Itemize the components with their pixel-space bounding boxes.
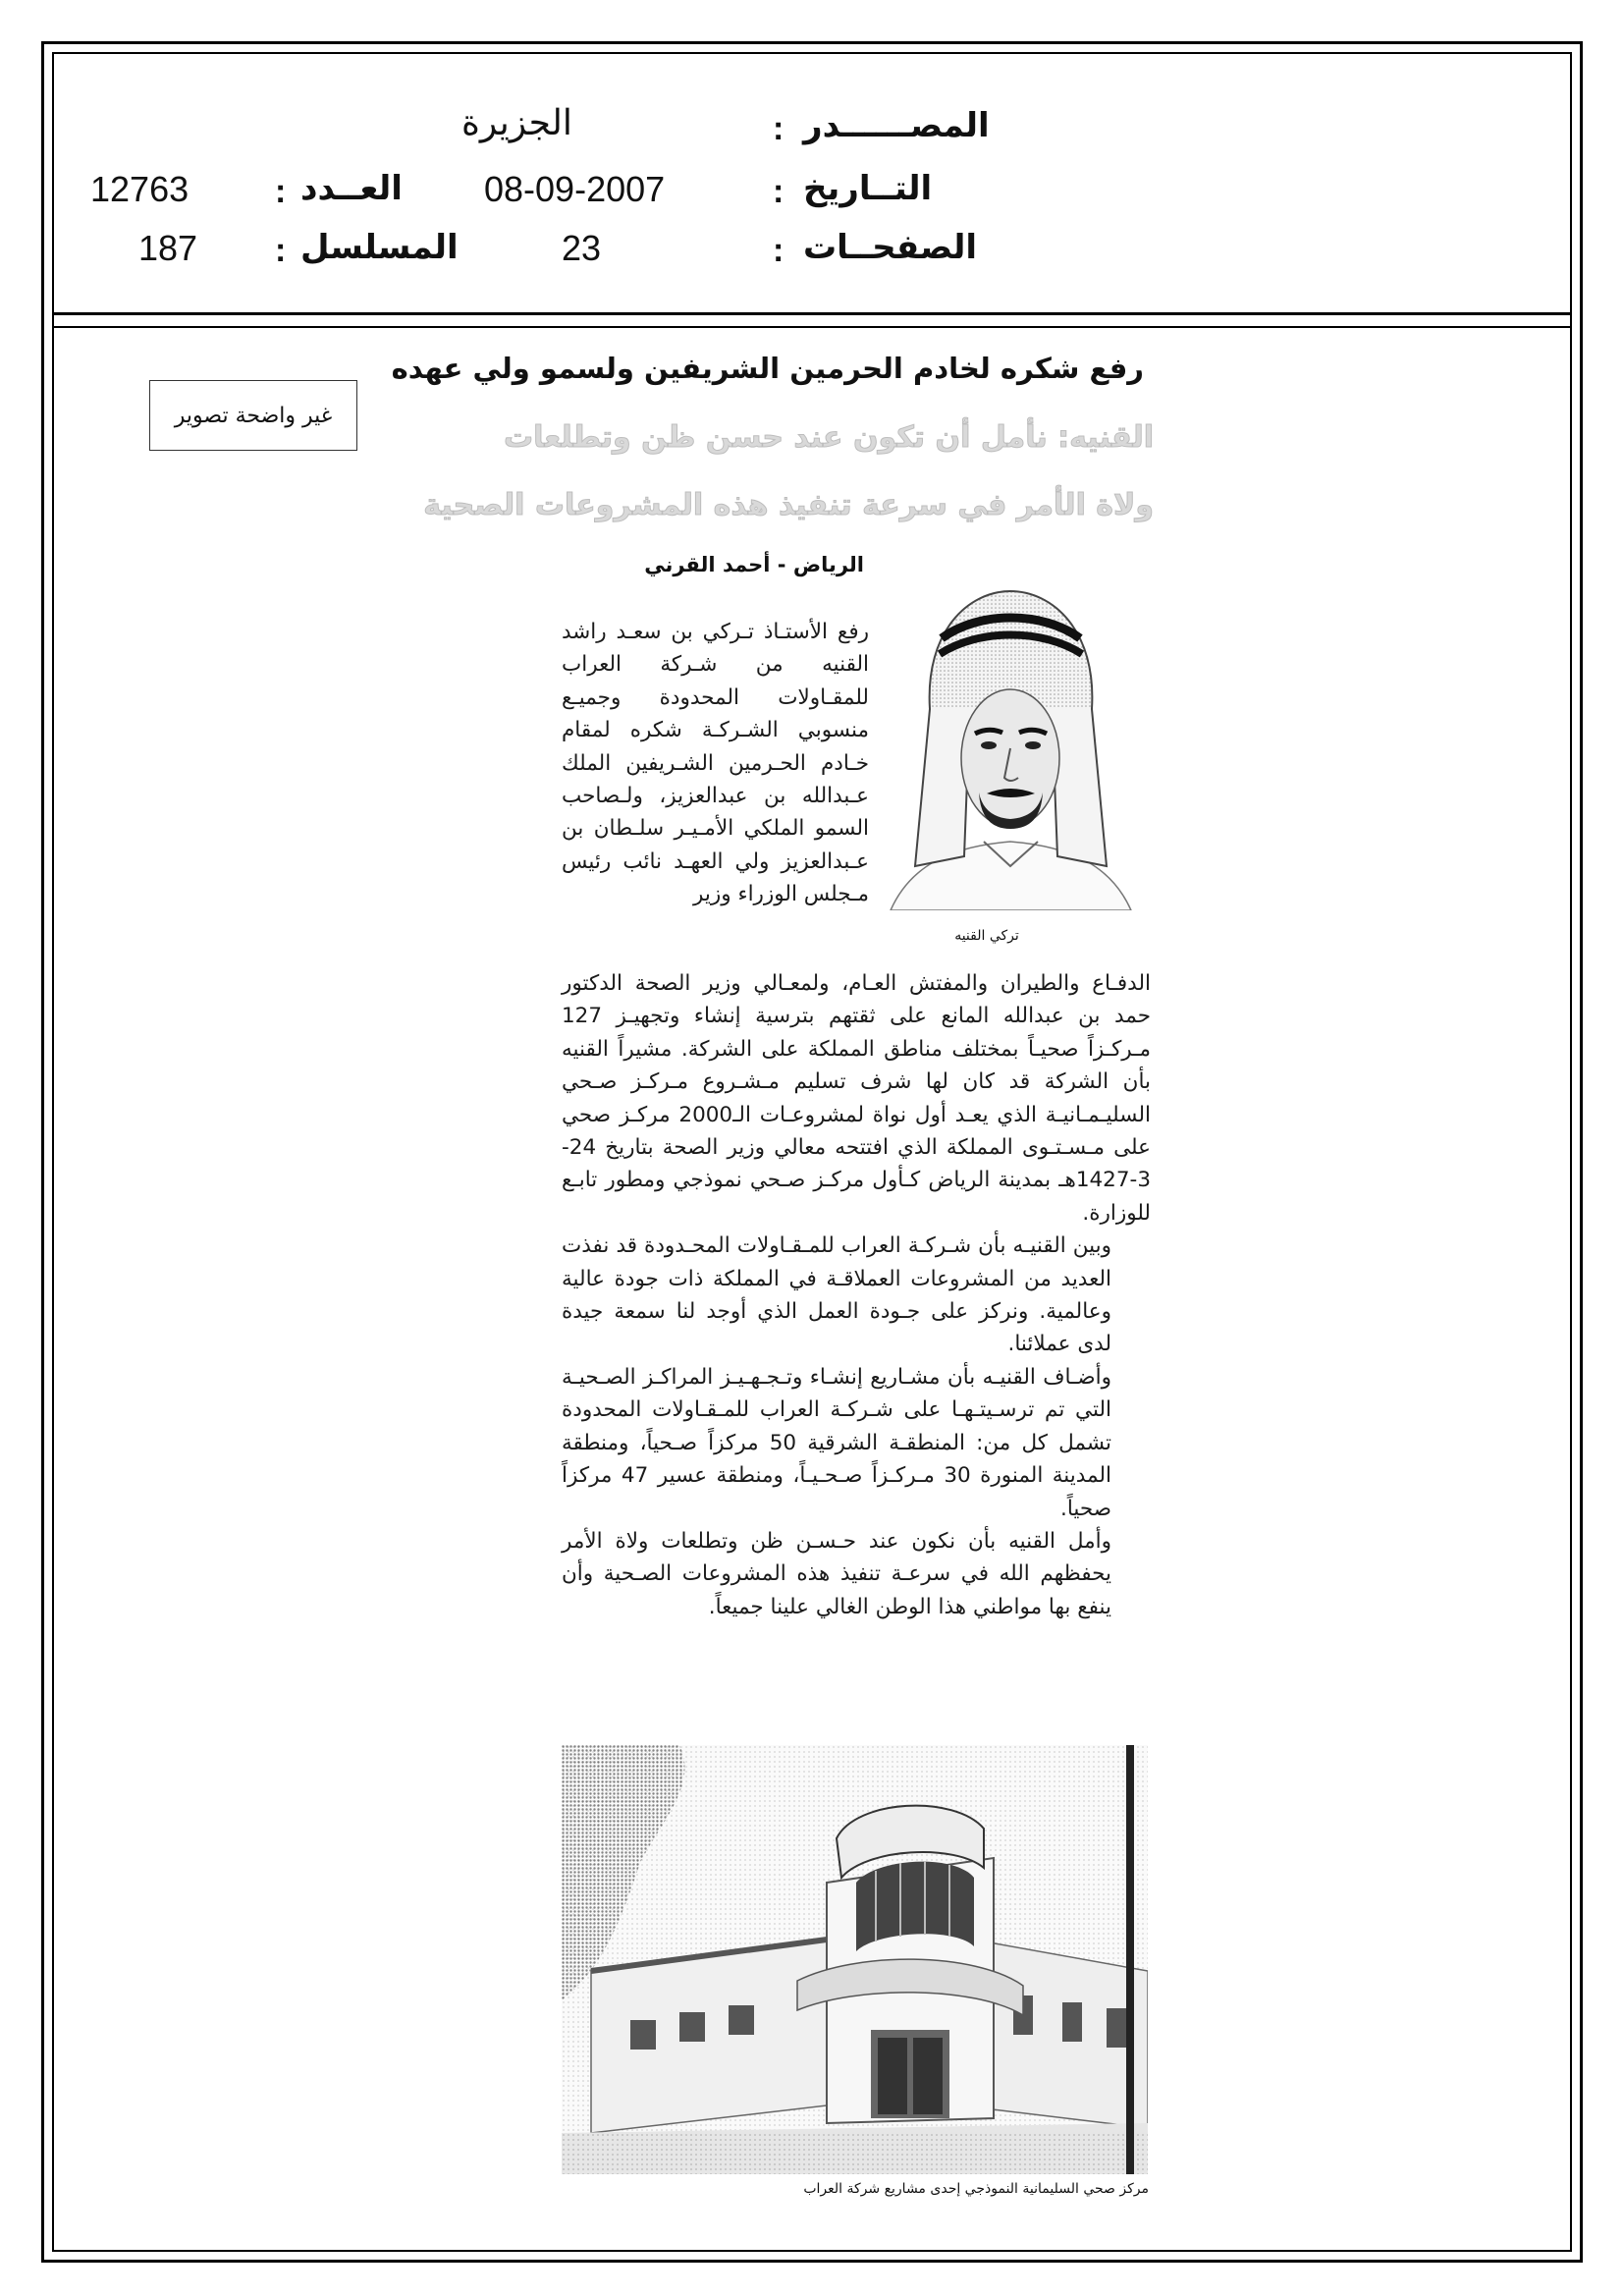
- pages-value: 23: [562, 228, 602, 268]
- portrait-photo: [881, 572, 1141, 910]
- building-photo: [562, 1745, 1148, 2174]
- source-value: الجزيرة: [461, 102, 572, 142]
- serial-label: المسلسل: [300, 228, 459, 267]
- article-headline: رفع شكره لخادم الحرمين الشريفين ولسمو ولي عهده: [391, 352, 1144, 385]
- article-byline: الرياض - أحمد القرني: [644, 553, 864, 576]
- header-divider-double: [52, 326, 1572, 328]
- source-label: المصــــــدر: [803, 106, 990, 145]
- date-colon: :: [773, 173, 784, 210]
- header-divider: [52, 312, 1572, 315]
- date-value: 08-09-2007: [484, 169, 666, 209]
- issue-value: 12763: [90, 169, 189, 209]
- article-subhead-line2: ولاة الأمر في سرعة تنفيذ هذه المشروعات الصحية: [423, 488, 1154, 522]
- issue-colon: :: [275, 173, 287, 210]
- serial-colon: :: [275, 232, 287, 269]
- article-body: [562, 967, 1151, 1623]
- article-paragraph: وأضـاف القنيـه بأن مشـاريع إنشـاء وتـجـهـيـز المراكـز الصـحيـة التي تم ترسـيتـهـا على شـركـة العراب للمـقـاولات المحدودة تشمل كل من: المنطقـة الشرقية 50 مركزاً صـحياً، ومنطقة المدينة المنورة 30 مـركـزاً صـحـيـاً، ومنطقة عسير 47 مركزاً صحياً.: [562, 1364, 1112, 1521]
- quality-note-stamp: غير واضحة تصوير: [149, 380, 357, 451]
- pages-label: الصفحــات: [803, 228, 978, 267]
- article-paragraph: وبين القنيـه بأن شـركـة العراب للمـقـاولات المحـدودة قد نفذت العديد من المشروعات العملاقـة في المملكة ذات جودة عالية وعالمية. ونركز على جـودة العمل الذي أوجد لنا سمعة جيدة لدى عملائنا.: [562, 1233, 1111, 1357]
- article-paragraph: وأمل القنيه بأن نكون عند حـسـن ظن وتطلعات ولاة الأمر يحفظهم الله في سرعـة تنفيذ هذه المشروعات الصـحية وأن ينفع بها مواطني هذا الوطن الغالي علينا جميعاً.: [562, 1528, 1111, 1619]
- pages-colon: :: [773, 232, 784, 269]
- article-subhead-line1: القنيه: نأمل أن تكون عند حسن ظن وتطلعات: [503, 420, 1154, 455]
- date-label: التــاريخ: [803, 169, 933, 208]
- portrait-caption: تركي القنيه: [954, 928, 1019, 944]
- serial-value: 187: [138, 228, 198, 268]
- article-paragraph: الدفـاع والطيران والمفتش العـام، ولمعـالي وزير الصحة الدكتور حمد بن عبدالله المانع على ثقتهم بترسية إنشاء وتجهيـز 127 مـركـزاً صحيـاً بمختلف مناطق المملكة على الشركة. مشيراً القنيه بأن الشركة قد كان لها شرف تسليم مـشـروع مـركـز صـحي السليـمـانيـة الذي يعـد أول نواة لمشروعـات الـ2000 مركـز صحي على مـسـتـوى المملكة الذي افتتحه معالي وزير الصحة بتاريخ 24-3-1427هـ بمدينة الرياض كـأول مركـز صـحي نموذجي ومطور تابـع للوزارة.: [562, 971, 1151, 1226]
- article-body-narrow-column: رفع الأستـاذ تـركي بن سعـد راشد القنيه من شـركة العراب للمقـاولات المحدودة وجميـع منسوبي الشـركـة شكره لمقام خـادم الحـرمين الشـريفين الملك عـبدالله بن عبدالعزيز، ولـصاحب السمو الملكي الأمـيـر سلـطان بن عـبدالعزيز ولي العهـد نائب رئيس مـجلس الوزراء وزير: [562, 620, 869, 907]
- photo-caption: مركز صحي السليمانية النموذجي إحدى مشاريع شركة العراب: [803, 2181, 1149, 2197]
- source-colon: :: [773, 110, 784, 147]
- issue-label: العــدد: [300, 169, 403, 208]
